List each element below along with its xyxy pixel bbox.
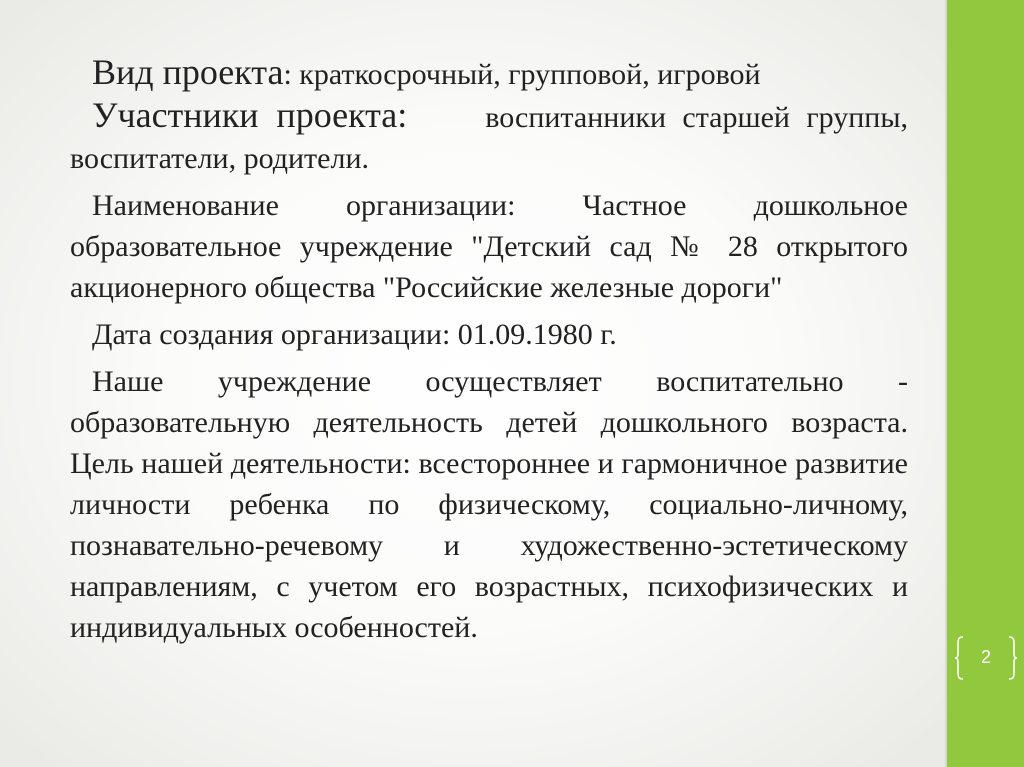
slide-body [70, 52, 908, 654]
description-paragraph: Наше учреждение осуществляет воспитательно - образовательную деятельность детей дошкольного возраста. Цель нашей деятельности: всестороннее и гармоничное развитие личности ребенка по физическому, социально-личному, познавательно-речевому и художественно-эстетическому направлениям, с учетом его возрастных, психофизических и индивидуальных особенностей. [70, 365, 908, 644]
page-number-badge [955, 636, 1017, 680]
project-type-value: : краткосрочный, групповой, игровой [283, 58, 761, 91]
page-number: 2 [980, 647, 991, 667]
project-type-line [70, 52, 908, 95]
left-bracket-icon [955, 636, 965, 680]
participants-label: Участники проекта: [92, 95, 408, 135]
participants-paragraph [70, 95, 908, 179]
right-bracket-icon [1007, 636, 1017, 680]
participants-value: воспитанники старшей группы, воспитатели, родители. [70, 101, 908, 175]
organization-name-paragraph: Наименование организации: Частное дошкольное образовательное учреждение "Детский сад № 28 открытого акционерного общества "Российские железные дороги" [70, 189, 908, 304]
founding-date-paragraph: Дата создания организации: 01.09.1980 г. [92, 318, 617, 351]
project-type-label: Вид проекта [92, 52, 284, 92]
